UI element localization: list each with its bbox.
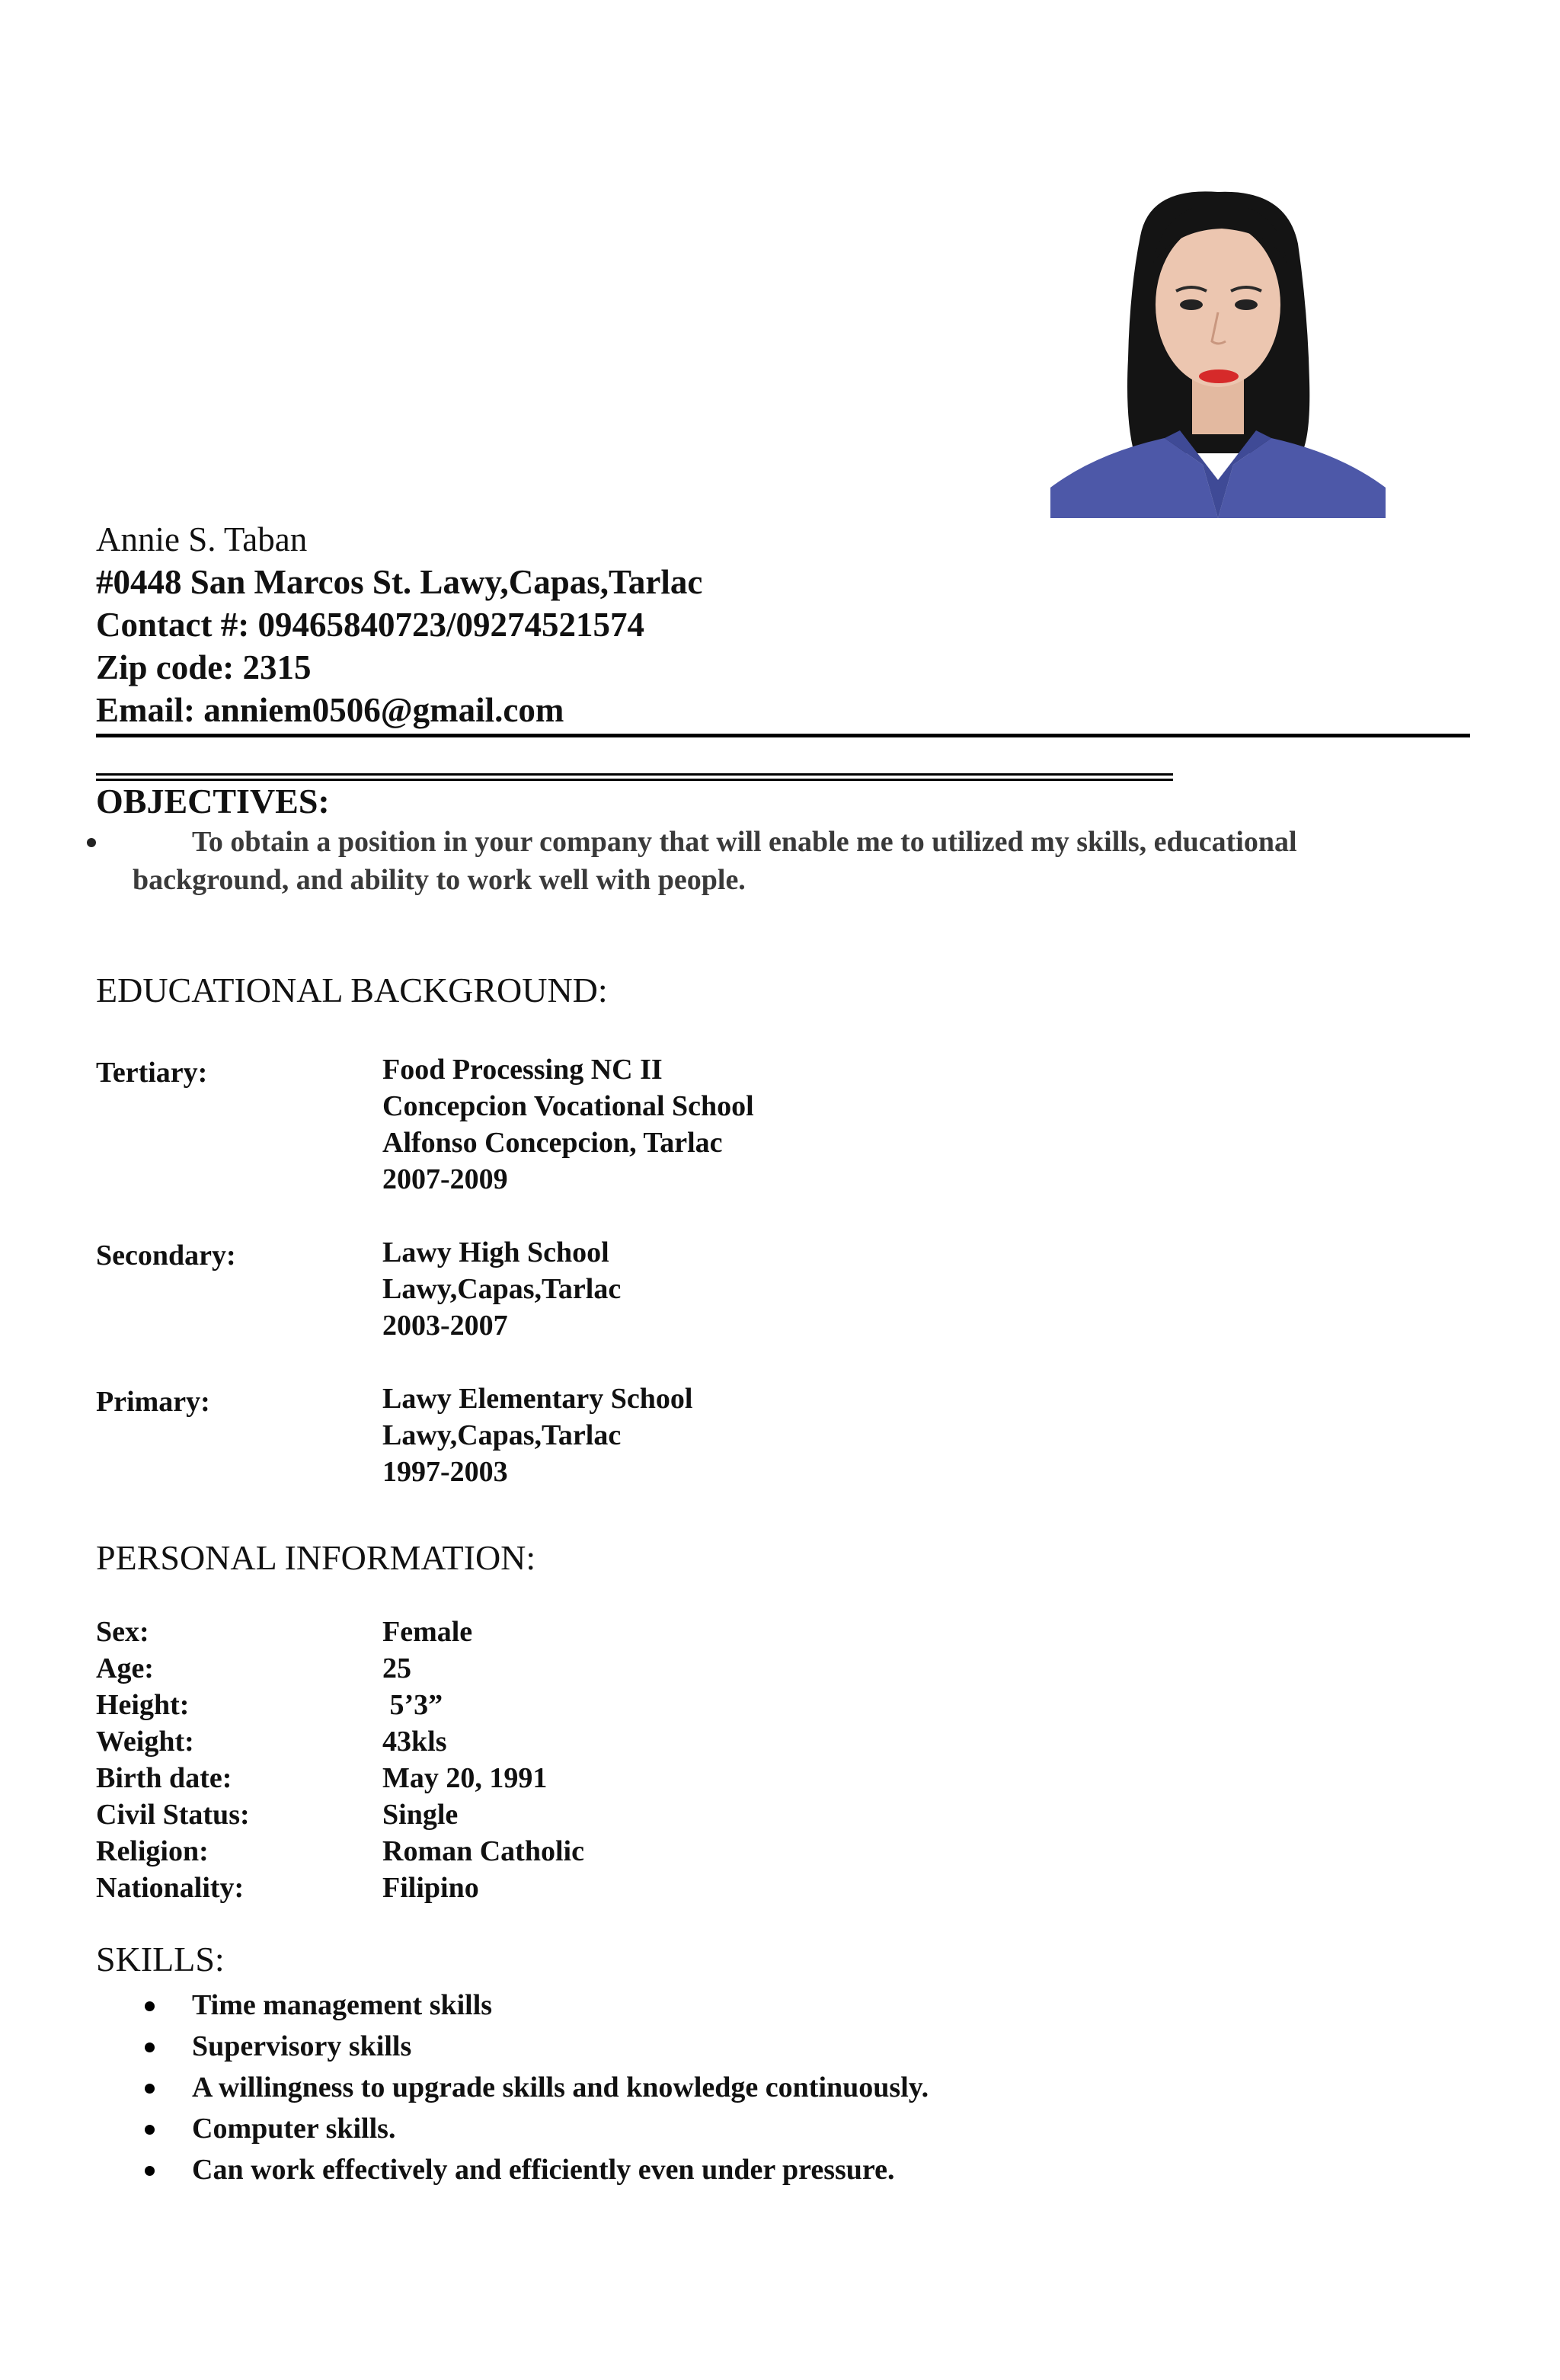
bullet-icon	[145, 2166, 155, 2176]
education-line: Concepcion Vocational School	[382, 1090, 754, 1122]
education-line: Lawy,Capas,Tarlac	[382, 1419, 622, 1451]
info-key: Religion:	[96, 1835, 209, 1867]
info-value: 25	[382, 1652, 411, 1684]
education-line: Food Processing NC II	[382, 1054, 663, 1086]
education-line: Alfonso Concepcion, Tarlac	[382, 1127, 723, 1159]
email: Email: anniem0506@gmail.com	[96, 691, 564, 729]
education-line: Lawy Elementary School	[382, 1383, 693, 1415]
info-value: Female	[382, 1616, 473, 1648]
list-item	[142, 2067, 929, 2108]
education-line: 2003-2007	[382, 1310, 508, 1342]
bullet-icon	[87, 838, 96, 847]
personal-info-heading: PERSONAL INFORMATION:	[96, 1538, 536, 1577]
info-key: Civil Status:	[96, 1799, 250, 1831]
skills-list	[142, 1985, 929, 2190]
info-value: Roman Catholic	[382, 1835, 584, 1867]
bullet-icon	[145, 2001, 155, 2011]
primary-details	[382, 1380, 692, 1490]
education-line: 1997-2003	[382, 1456, 508, 1488]
skill-text: Can work effectively and efficiently even under pressure.	[192, 2154, 895, 2186]
info-key: Birth date:	[96, 1762, 232, 1794]
list-item	[142, 2149, 929, 2190]
list-item	[142, 2108, 929, 2149]
info-key: Sex:	[96, 1616, 149, 1648]
double-divider-line	[96, 773, 1173, 781]
contact-block	[96, 518, 702, 731]
info-value: Single	[382, 1799, 459, 1831]
profile-photo	[1050, 190, 1386, 518]
address: #0448 San Marcos St. Lawy,Capas,Tarlac	[96, 563, 703, 601]
info-key: Height:	[96, 1689, 190, 1721]
divider-line	[96, 734, 1470, 737]
bullet-icon	[145, 2043, 155, 2052]
education-line: Lawy,Capas,Tarlac	[382, 1273, 622, 1305]
info-value: Filipino	[382, 1872, 479, 1904]
info-key: Age:	[96, 1652, 154, 1684]
tertiary-label: Tertiary:	[96, 1057, 208, 1089]
info-key: Nationality:	[96, 1872, 245, 1904]
skills-heading: SKILLS:	[96, 1940, 225, 1979]
tertiary-details	[382, 1051, 754, 1198]
secondary-label: Secondary:	[96, 1240, 236, 1272]
bullet-icon	[145, 2084, 155, 2094]
info-key: Weight:	[96, 1726, 194, 1758]
skill-text: Supervisory skills	[192, 2030, 412, 2062]
applicant-name: Annie S. Taban	[96, 520, 308, 558]
bullet-icon	[145, 2125, 155, 2135]
education-heading: EDUCATIONAL BACKGROUND:	[96, 971, 608, 1009]
info-value: May 20, 1991	[382, 1762, 548, 1794]
info-value: 43kls	[382, 1726, 447, 1758]
contact-number: Contact #: 09465840723/09274521574	[96, 606, 644, 644]
skill-text: Computer skills.	[192, 2113, 396, 2145]
list-item	[142, 1985, 929, 2026]
objectives-text: To obtain a position in your company that will enable me to utilized my skills, educational background, and ability to work well with people.	[133, 826, 1297, 896]
education-line: 2007-2009	[382, 1163, 508, 1195]
list-item	[142, 2026, 929, 2067]
objectives-heading: OBJECTIVES:	[96, 782, 330, 821]
skill-text: A willingness to upgrade skills and knowledge continuously.	[192, 2071, 929, 2103]
info-value: 5’3”	[382, 1689, 443, 1721]
zip-code: Zip code: 2315	[96, 648, 312, 686]
skill-text: Time management skills	[192, 1989, 493, 2021]
secondary-details	[382, 1234, 621, 1344]
person-photo-icon	[1050, 190, 1386, 518]
primary-label: Primary:	[96, 1386, 210, 1418]
education-line: Lawy High School	[382, 1236, 609, 1268]
